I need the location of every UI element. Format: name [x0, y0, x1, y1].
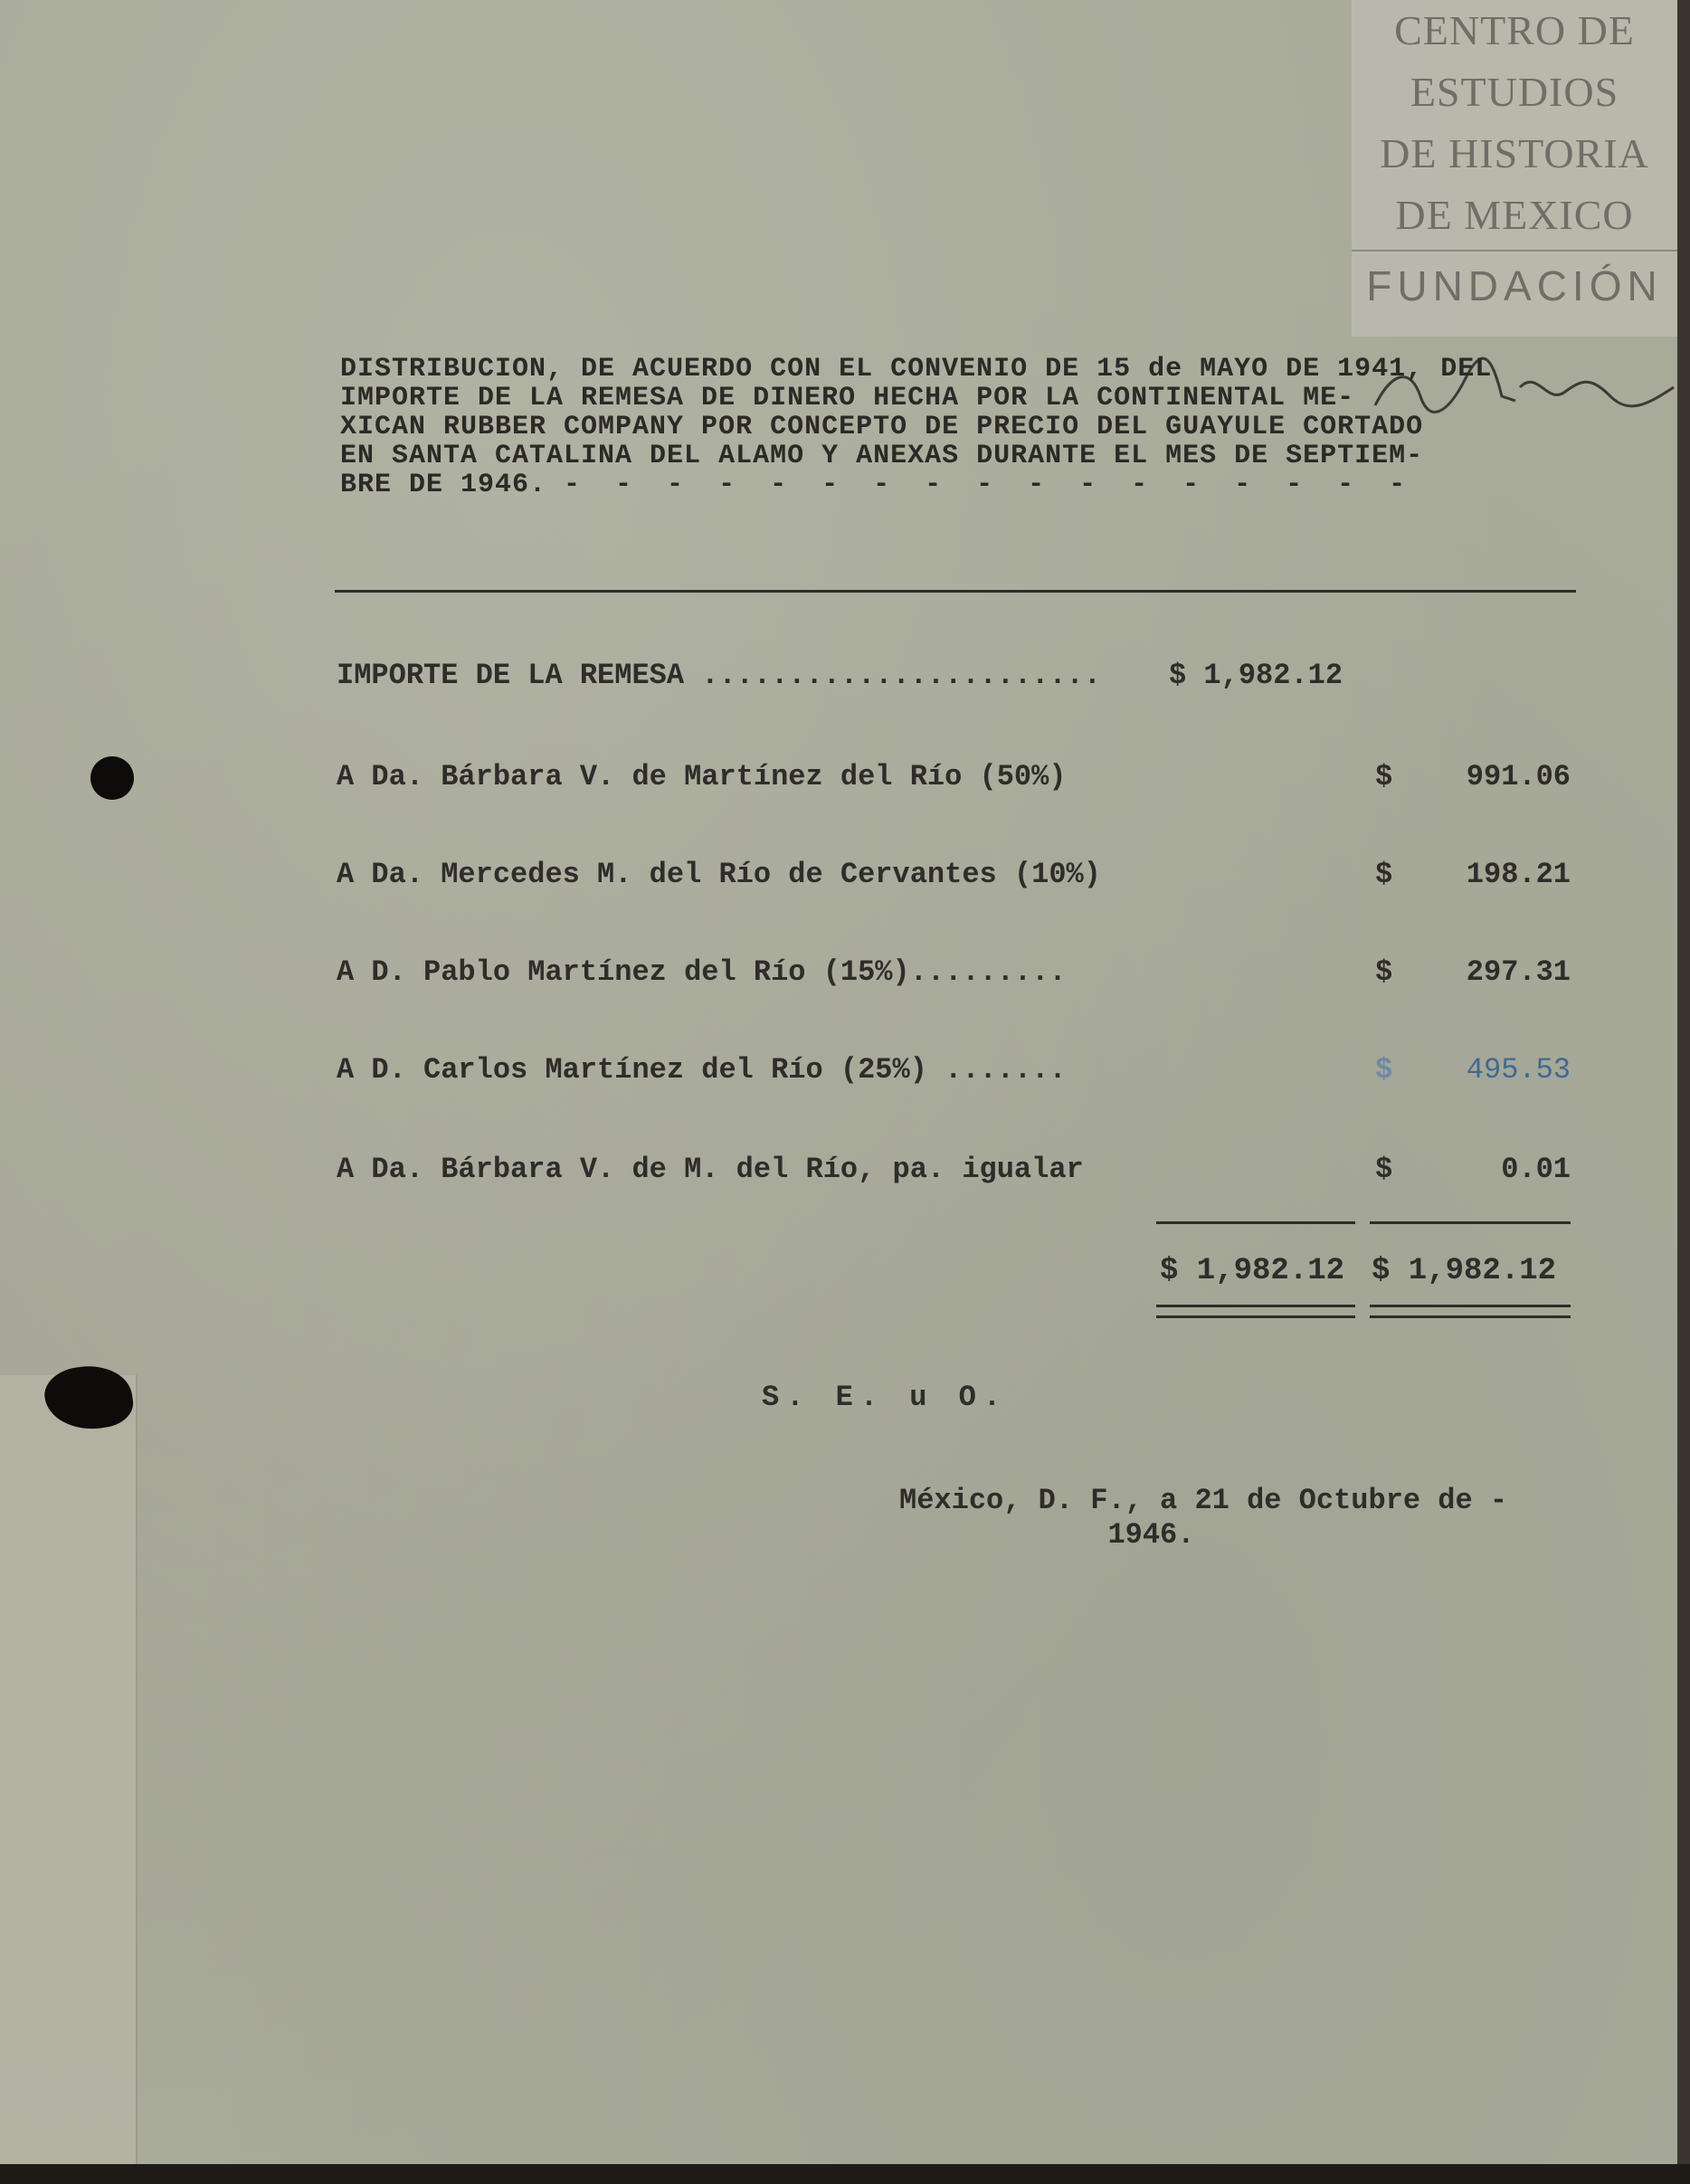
document-heading: DISTRIBUCION, DE ACUERDO CON EL CONVENIO DE 15 de MAYO DE 1941, DEL IMPORTE DE LA REMESA DE DINERO HECHA POR LA CONTINENTAL ME- XICAN RUBBER COMPANY POR CONCEPTO DE PRECIO DEL GUAYULE CORTADO EN SANTA CATALINA DEL ALAMO Y ANEXAS DURANTE EL MES DE SEPTIEM- BRE DE 1946. - - - - - - - - - - - - - - - - - [340, 354, 1493, 500]
stamp-divider [1352, 250, 1677, 252]
currency-sign: $ [1375, 1053, 1393, 1087]
total-right: $ 1,982.12 [1372, 1254, 1557, 1288]
distribution-row [337, 760, 1578, 800]
remittance-amount: $ 1,982.12 [1169, 659, 1343, 692]
currency-sign: $ [1375, 1153, 1393, 1186]
total-double-rule-left-2 [1156, 1315, 1355, 1318]
distribution-label: A Da. Bárbara V. de Martínez del Río (50%) [337, 760, 1067, 793]
currency-sign: $ [1375, 858, 1393, 891]
total-double-rule-left-1 [1156, 1305, 1355, 1307]
distribution-row [337, 1153, 1578, 1192]
distribution-amount: 991.06 [1466, 760, 1571, 793]
distribution-row [337, 858, 1578, 897]
distribution-amount: 297.31 [1466, 955, 1571, 989]
distribution-label: A D. Pablo Martínez del Río (15%)......... [337, 955, 1067, 989]
stamp-foundation: FUNDACIÓN [1366, 262, 1663, 309]
stamp-line-4: DE MEXICO [1395, 192, 1634, 238]
punch-hole [90, 756, 134, 800]
scan-edge-bottom [0, 2164, 1690, 2184]
place-and-date: México, D. F., a 21 de Octubre de - 1946. [899, 1484, 1508, 1552]
distribution-amount: 198.21 [1466, 858, 1571, 891]
heading-rule [335, 590, 1576, 593]
closing-abbreviation: S. E. u O. [762, 1381, 1009, 1414]
distribution-label: A Da. Mercedes M. del Río de Cervantes (10%) [337, 858, 1101, 891]
distribution-amount: 0.01 [1501, 1153, 1571, 1186]
stamp-line-2: ESTUDIOS [1410, 69, 1619, 115]
distribution-label: A Da. Bárbara V. de M. del Río, pa. igualar [337, 1153, 1084, 1186]
archive-stamp [1352, 0, 1677, 337]
distribution-label: A D. Carlos Martínez del Río (25%) ....... [337, 1053, 1067, 1087]
distribution-row [337, 955, 1578, 995]
distribution-row [337, 1053, 1578, 1093]
total-left: $ 1,982.12 [1160, 1254, 1345, 1288]
currency-sign: $ [1375, 955, 1393, 989]
stamp-line-1: CENTRO DE [1394, 7, 1635, 53]
total-double-rule-right-1 [1370, 1305, 1571, 1307]
subtotal-rule-left [1156, 1221, 1355, 1224]
remittance-label: IMPORTE DE LA REMESA ....................... [337, 659, 1101, 692]
currency-sign: $ [1375, 760, 1393, 793]
scan-edge-right [1677, 0, 1690, 2184]
stamp-line-3: DE HISTORIA [1380, 130, 1649, 176]
distribution-amount-blue: 495.53 [1466, 1053, 1571, 1087]
remittance-row [337, 659, 1578, 698]
paper-fold-strip [0, 1375, 138, 2184]
subtotal-rule-right [1370, 1221, 1571, 1224]
total-double-rule-right-2 [1370, 1315, 1571, 1318]
